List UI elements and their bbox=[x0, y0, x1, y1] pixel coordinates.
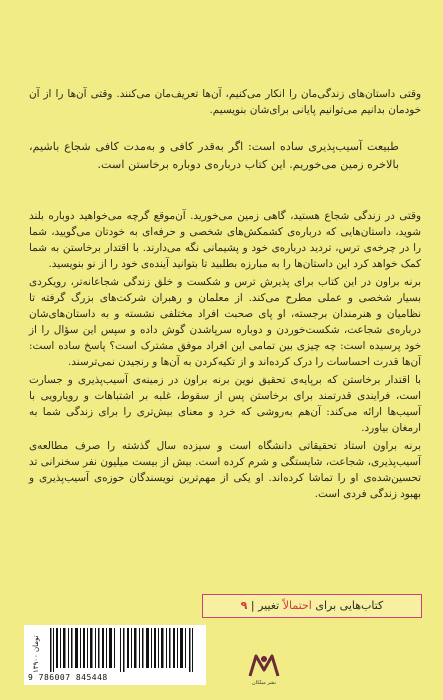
description-text-block bbox=[29, 208, 421, 504]
intro-paragraph: وقتی داستان‌های زندگی‌مان را انکار می‌کنیم، آن‌ها تعریف‌مان می‌کنند. وقتی آن‌ها را از آن خودمان بدانیم می‌توانیم پایانی برای‌شان بنویسیم. bbox=[29, 88, 421, 116]
publisher-logo-icon bbox=[246, 650, 282, 680]
series-banner bbox=[202, 594, 422, 618]
barcode-icon bbox=[50, 628, 200, 672]
description-paragraph: برنه براون در این کتاب برای پذیرش ترس و شکست و خلق زندگی شجاعانه‌تر، رویکردی بسیار شخصی و عملی مطرح می‌کند. از معلمان و رهبران شرکت‌های بزرگ گرفته تا نظامیان و هنرمندان برجسته، او پای صحبت افراد مختلفی نشسته و به داستان‌های‌شان درباره‌ی شجاعت، شکست‌خوردن و دوباره سرپاشدن گوش داده و سپس این سؤال را از خود پرسیده است: چه چیزی بین تمامی این افراد موفق مشترک است؟ پاسخ ساده است: آن‌ها قدرت احساسات را درک کرده‌اند و از تکیه‌کردن به آن‌ها و رنجیدن نمی‌ترسند. bbox=[29, 276, 421, 368]
series-accent-word: احتمالاً bbox=[282, 599, 312, 612]
description-paragraph: با اقتدار برخاستن که بر‌پایه‌ی تحقیق نوین برنه براون در زمینه‌ی آسیب‌پذیری و جسارت است، فرایندی قدرتمند برای برخاستن پس از سقوط، غلبه بر اشتباهات و رویارویی با آسیب‌ها ارائه می‌کند: آن‌هم به‌روشی که خرد و معنای بیش‌تری را برای زندگی شما به ارمغان بیاورد. bbox=[29, 374, 421, 434]
description-paragraph: وقتی در زندگی شجاع هستید، گاهی زمین می‌خورید. آن‌موقع گرچه می‌خواهید دوباره بلند شوید، داستان‌هایی که درباره‌ی کشمکش‌های شخصی و حرفه‌ای به خودتان می‌گویید، شما را در چرخه‌ی ترس، تردید درباره‌ی خود و پشیمانی نگه می‌دارند. با اقتدار برخاستن به شما کمک خواهد کرد این داستان‌ها را به مبارزه بطلبید تا بتوانید آینده‌ی خود را از نو بنویسید. bbox=[29, 210, 421, 270]
publisher-caption: نشر میلکان bbox=[252, 680, 276, 686]
series-suffix: تغییر bbox=[258, 599, 280, 612]
isbn-number: 9 786007 845448 bbox=[28, 673, 108, 682]
intro-text-block bbox=[29, 86, 421, 118]
quote-block bbox=[29, 138, 399, 174]
series-separator: | bbox=[250, 599, 255, 612]
barcode-area bbox=[24, 625, 206, 685]
series-prefix: کتاب‌هایی برای bbox=[315, 599, 384, 612]
author-bio-paragraph: برنه براون استاد تحقیقاتی دانشگاه است و سیزده سال گذشته را صرف مطالعه‌ی آسیب‌پذیری، شجاعت، شایستگی و شرم کرده است. بیش از بیست میلیون نفر سخنرانی تد تحسین‌شده‌ی او را تماشا کرده‌اند. او یکی از مهم‌ترین نویسندگان حوزه‌ی آسیب‌پذیری و بهبود زندگی فردی است. bbox=[29, 440, 421, 500]
publisher-logo bbox=[246, 650, 282, 692]
price-label: ۱۳۹۰۰ تومان bbox=[32, 635, 40, 673]
series-number: ۹ bbox=[240, 599, 248, 612]
quote-paragraph: طبیعت آسیب‌پذیری ساده است: اگر به‌قدر کافی و به‌مدت کافی شجاع باشیم، بالاخره زمین می‌خوریم. این کتاب درباره‌ی دوباره برخاستن است. bbox=[29, 140, 399, 171]
